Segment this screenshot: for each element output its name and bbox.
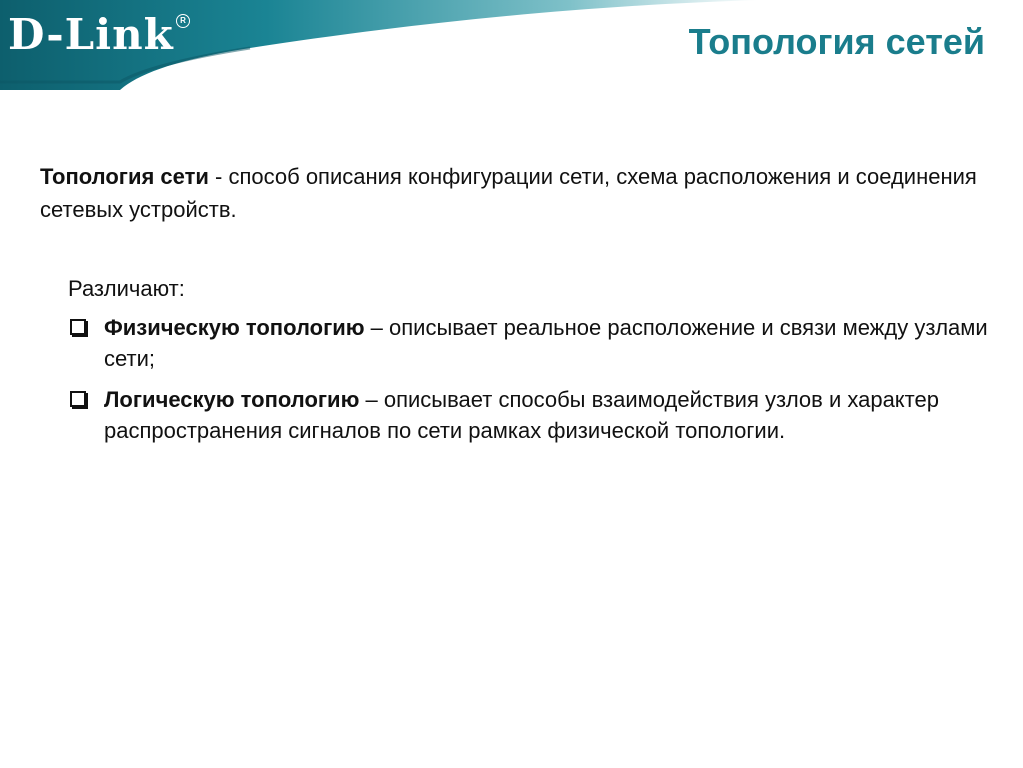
definition-text: - способ описания конфигурации сети, схема расположения и соединения сетевых устройств. <box>40 164 977 222</box>
page-title: Топология сетей <box>688 21 985 62</box>
list-item-physical-topology <box>68 312 998 374</box>
distinguish-label: Различают: <box>68 276 185 301</box>
bullet-text: – описывает способы взаимодействия узлов и характер распространения сигналов по сети рамках физической топологии. <box>104 387 939 443</box>
bullet-term: Логическую топологию <box>104 387 360 412</box>
checkbox-icon <box>70 319 86 335</box>
topology-list <box>68 312 998 456</box>
bullet-term: Физическую топологию <box>104 315 365 340</box>
definition-paragraph <box>40 160 990 226</box>
definition-term: Топология сети <box>40 164 209 189</box>
list-item-logical-topology <box>68 384 998 446</box>
checkbox-icon <box>70 391 86 407</box>
registered-mark-icon: R <box>176 14 190 28</box>
d-link-logo: D-Link <box>8 10 174 59</box>
bullet-text: – описывает реальное расположение и связи между узлами сети; <box>104 315 988 371</box>
